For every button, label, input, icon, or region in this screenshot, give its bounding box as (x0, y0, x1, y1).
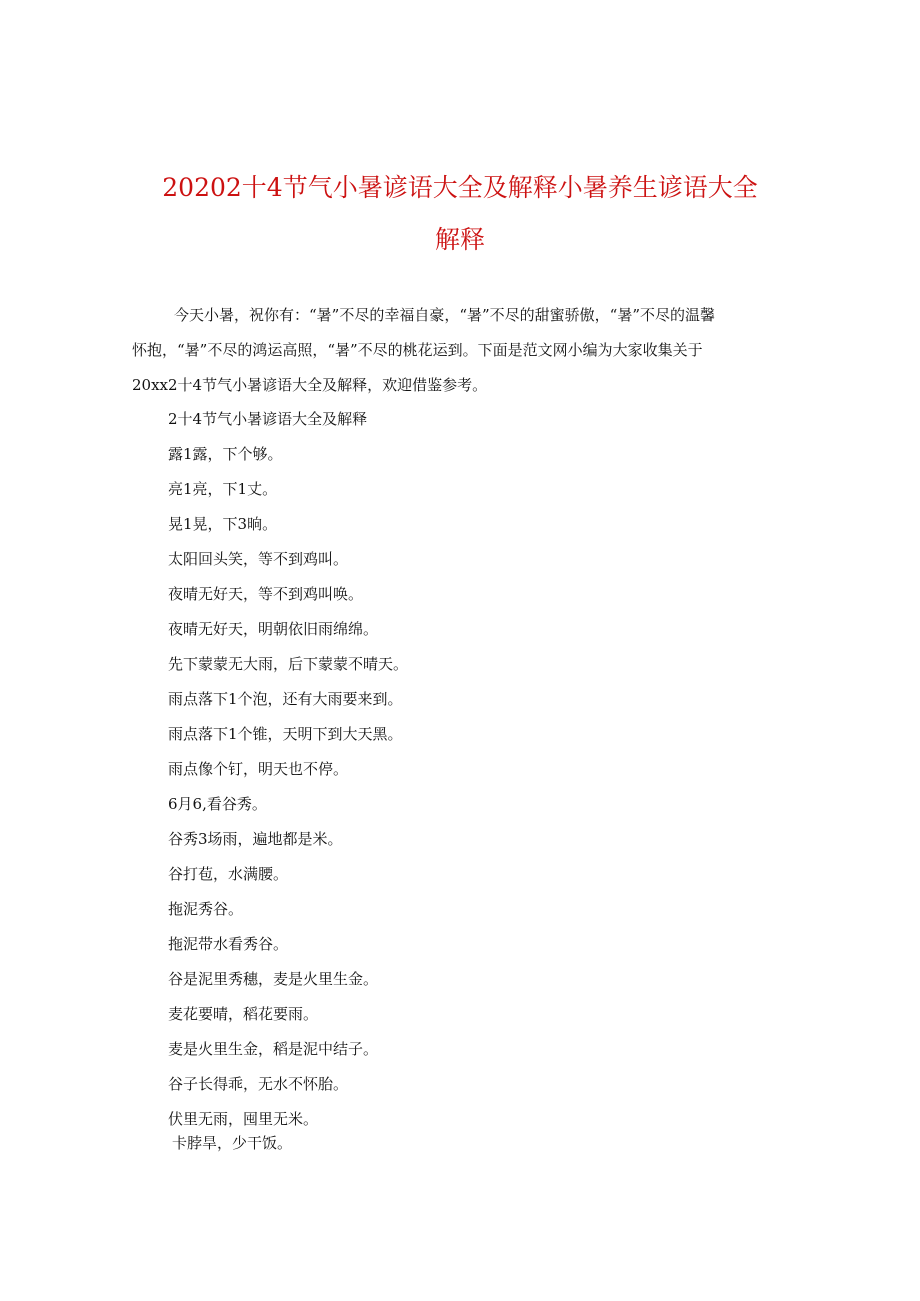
list-item: 夜晴无好天，等不到鸡叫唤。 (168, 585, 364, 603)
list-item: 拖泥带水看秀谷。 (168, 935, 289, 953)
intro-line-2: 怀抱，“暑”不尽的鸿运高照，“暑”不尽的桃花运到。下面是范文网小编为大家收集关于 (132, 341, 703, 359)
intro-paragraph (132, 298, 782, 403)
title-line-2: 解释 (434, 225, 485, 254)
list-item: 晃1晃，下3晌。 (168, 515, 278, 533)
list-item: 谷打苞，水满腰。 (168, 865, 289, 883)
list-item: 露1露，下个够。 (168, 445, 283, 463)
list-item: 夜晴无好天，明朝依旧雨绵绵。 (168, 620, 379, 638)
list-item: 谷子长得乖，无水不怀胎。 (168, 1075, 349, 1093)
list-item: 伏里无雨，囤里无米。 (168, 1110, 319, 1128)
list-item: 6月6,看谷秀。 (168, 795, 267, 813)
title-line-1: 20202十4节气小暑谚语大全及解释小暑养生谚语大全 (162, 173, 758, 202)
list-item: 谷秀3场雨，遍地都是米。 (168, 830, 343, 848)
list-item: 太阳回头笑，等不到鸡叫。 (168, 550, 349, 568)
list-item: 雨点落下1个泡，还有大雨要来到。 (168, 690, 403, 708)
list-item: 亮1亮，下1丈。 (168, 480, 278, 498)
intro-line-1: 今天小暑，祝你有：“暑”不尽的幸福自豪，“暑”不尽的甜蜜骄傲，“暑”不尽的温馨 (174, 306, 716, 324)
list-heading: 2十4节气小暑谚语大全及解释 (168, 410, 368, 428)
list-item: 雨点像个钉，明天也不停。 (168, 760, 349, 778)
list-item: 雨点落下1个锥，天明下到大天黑。 (168, 725, 403, 743)
intro-line-3: 20xx2十4节气小暑谚语大全及解释，欢迎借鉴参考。 (132, 376, 488, 394)
document-title (130, 162, 790, 266)
proverb-list (168, 402, 408, 1137)
list-item: 谷是泥里秀穗，麦是火里生金。 (168, 970, 379, 988)
list-item: 麦是火里生金，稻是泥中结子。 (168, 1040, 379, 1058)
list-item: 麦花要晴，稻花要雨。 (168, 1005, 319, 1023)
list-item: 拖泥秀谷。 (168, 900, 244, 918)
last-list-item: 卡脖旱，少干饭。 (172, 1134, 293, 1152)
list-item: 先下蒙蒙无大雨，后下蒙蒙不晴天。 (168, 655, 409, 673)
